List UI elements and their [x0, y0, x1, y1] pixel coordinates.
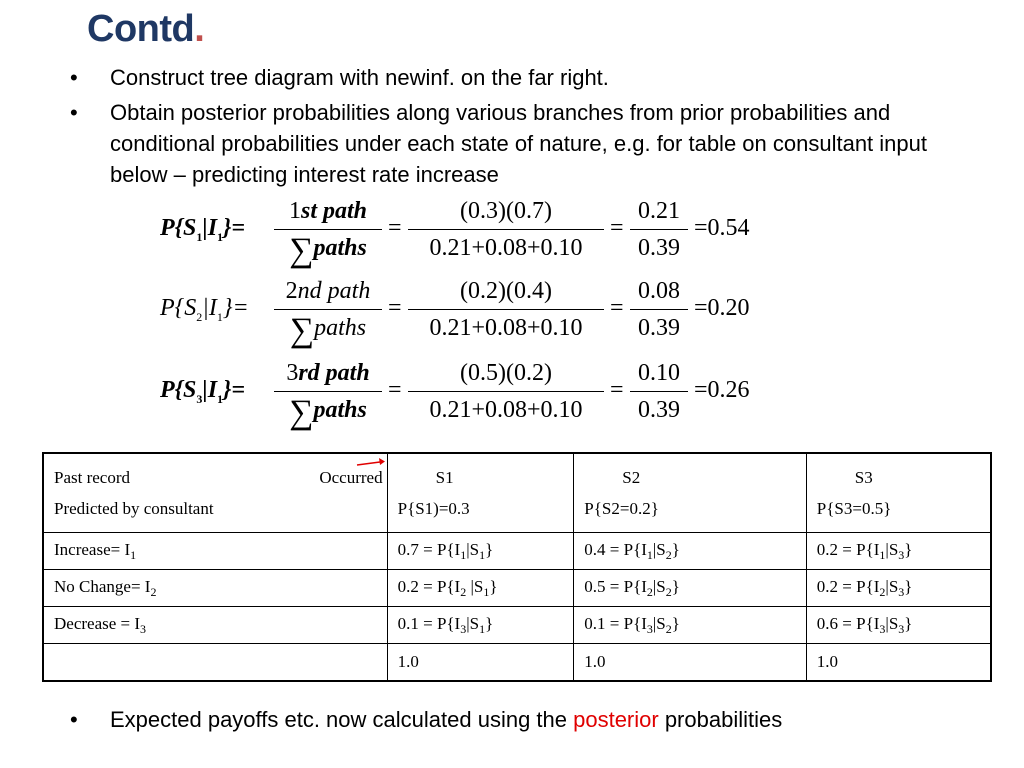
header-s3-cell — [806, 453, 991, 533]
state-name: S2 — [622, 468, 641, 487]
table-cell: $0.6 = P\{I_3|S_3\}$ — [806, 607, 991, 644]
eq2-lhs: $P\{S_2|I_1\}=$ — [160, 295, 249, 324]
state-prior: P{S2=0.2} — [584, 499, 659, 518]
equations — [150, 193, 790, 443]
bullet-list — [70, 62, 990, 194]
table-cell: $0.5 = P\{I_2|S_2\}$ — [574, 570, 807, 607]
state-name: S1 — [435, 468, 454, 487]
eq2-path-fraction: 2nd path ∑paths — [274, 273, 382, 346]
header-label-cell — [43, 453, 387, 533]
eq1-ratio-fraction: $\frac{0.21}{0.39}$ — [630, 193, 688, 266]
bullet-item-1 — [70, 62, 990, 93]
header-s2-cell — [574, 453, 807, 533]
state-prior: P{S3=0.5} — [816, 499, 892, 518]
state-prior: P{S1)=0.3 — [397, 499, 470, 518]
eq3-path-fraction: 3rd path ∑paths — [274, 355, 382, 428]
total-cell: 1.0 — [806, 644, 991, 682]
bullet-item-3 — [70, 704, 782, 735]
table-header-row — [43, 453, 991, 533]
eq3-lhs: $P\{S_3|I_1\}=$ — [160, 377, 246, 406]
bottom-bullet-text: Expected payoffs etc. now calculated using the posterior probabilities — [110, 707, 783, 732]
bullet-text-1: Construct tree diagram with newinf. on the far right. — [110, 65, 609, 90]
title-dot: . — [194, 8, 205, 50]
total-cell: 1.0 — [574, 644, 807, 682]
table-cell: $0.1 = P\{I_3|S_1\}$ — [387, 607, 574, 644]
eq2-product-fraction: $\frac{(0.2)(0.4)}{0.21+0.08+0.10}$ — [408, 273, 604, 346]
header-s1-cell — [387, 453, 574, 533]
red-arrow-icon — [356, 455, 386, 469]
eq3-product-fraction: $\frac{(0.5)(0.2)}{0.21+0.08+0.10}$ — [408, 355, 604, 428]
eq2-result: 0.20 — [707, 295, 750, 321]
totals-row — [43, 644, 991, 682]
slide-title: Contd. — [87, 8, 205, 50]
table-cell: $0.2 = P\{I_2|S_3\}$ — [806, 570, 991, 607]
eq1-result: 0.54 — [707, 215, 750, 241]
row-label: No Change= $I_2$ — [43, 570, 387, 607]
bullet-icon: • — [70, 65, 78, 90]
consultant-table — [42, 452, 992, 682]
equation-3: $P\{S_3|I_1\}=$ 3rd path ∑paths = $\frac{(0.5)(0.2)}{0.21+0.08+0.10}$ = $\frac{0.10}{0.39}$ =0.26 — [150, 355, 790, 435]
table-row — [43, 607, 991, 644]
table-cell: $0.1 = P\{I_3|S_2\}$ — [574, 607, 807, 644]
eq1-lhs: $P\{S_1|I_1\}=$ — [160, 215, 246, 244]
table-row — [43, 533, 991, 570]
table-cell: $0.4 = P\{I_1|S_2\}$ — [574, 533, 807, 570]
bullet-icon: • — [70, 100, 78, 125]
predicted-label: Predicted by consultant — [54, 499, 214, 518]
eq1-path-fraction: 1st path ∑paths — [274, 193, 382, 266]
eq2-ratio-fraction: $\frac{0.08}{0.39}$ — [630, 273, 688, 346]
eq3-ratio-fraction: $\frac{0.10}{0.39}$ — [630, 355, 688, 428]
past-record-label: Past record — [54, 468, 131, 487]
equation-2: $P\{S_2|I_1\}=$ 2nd path ∑paths = $\frac{(0.2)(0.4)}{0.21+0.08+0.10}$ = $\frac{0.08}{0.39}$ =0.20 — [150, 273, 790, 353]
eq3-result: 0.26 — [707, 377, 750, 403]
totals-label-cell — [43, 644, 387, 682]
total-cell: 1.0 — [387, 644, 574, 682]
posterior-highlight: posterior — [573, 707, 659, 732]
bullet-icon: • — [70, 707, 78, 732]
table-cell: $0.2 = P\{I_1|S_3\}$ — [806, 533, 991, 570]
row-label: Decrease = $I_3$ — [43, 607, 387, 644]
table-cell: $0.2 = P\{I_2$ $|S_1$} — [387, 570, 574, 607]
table-cell: $0.7 = P\{I_1|S_1\}$ — [387, 533, 574, 570]
state-name: S3 — [854, 468, 873, 487]
eq1-product-fraction: $\frac{(0.3)(0.7)}{0.21+0.08+0.10}$ — [408, 193, 604, 266]
equation-1: $P\{S_1|I_1\}=$ 1st path ∑paths = $\frac{(0.3)(0.7)}{0.21+0.08+0.10}$ = $\frac{0.21}{0.39}$ =0.54 — [150, 193, 790, 273]
row-label: Increase= $I_1$ — [43, 533, 387, 570]
occurred-label: Occurred — [319, 468, 383, 487]
table-row — [43, 570, 991, 607]
bullet-item-2 — [70, 97, 990, 190]
bullet-text-2: Obtain posterior probabilities along various branches from prior probabilities and conditional probabilities under each state of nature, e.g. for table on consultant input below – predicting interest rate increase — [110, 100, 927, 187]
